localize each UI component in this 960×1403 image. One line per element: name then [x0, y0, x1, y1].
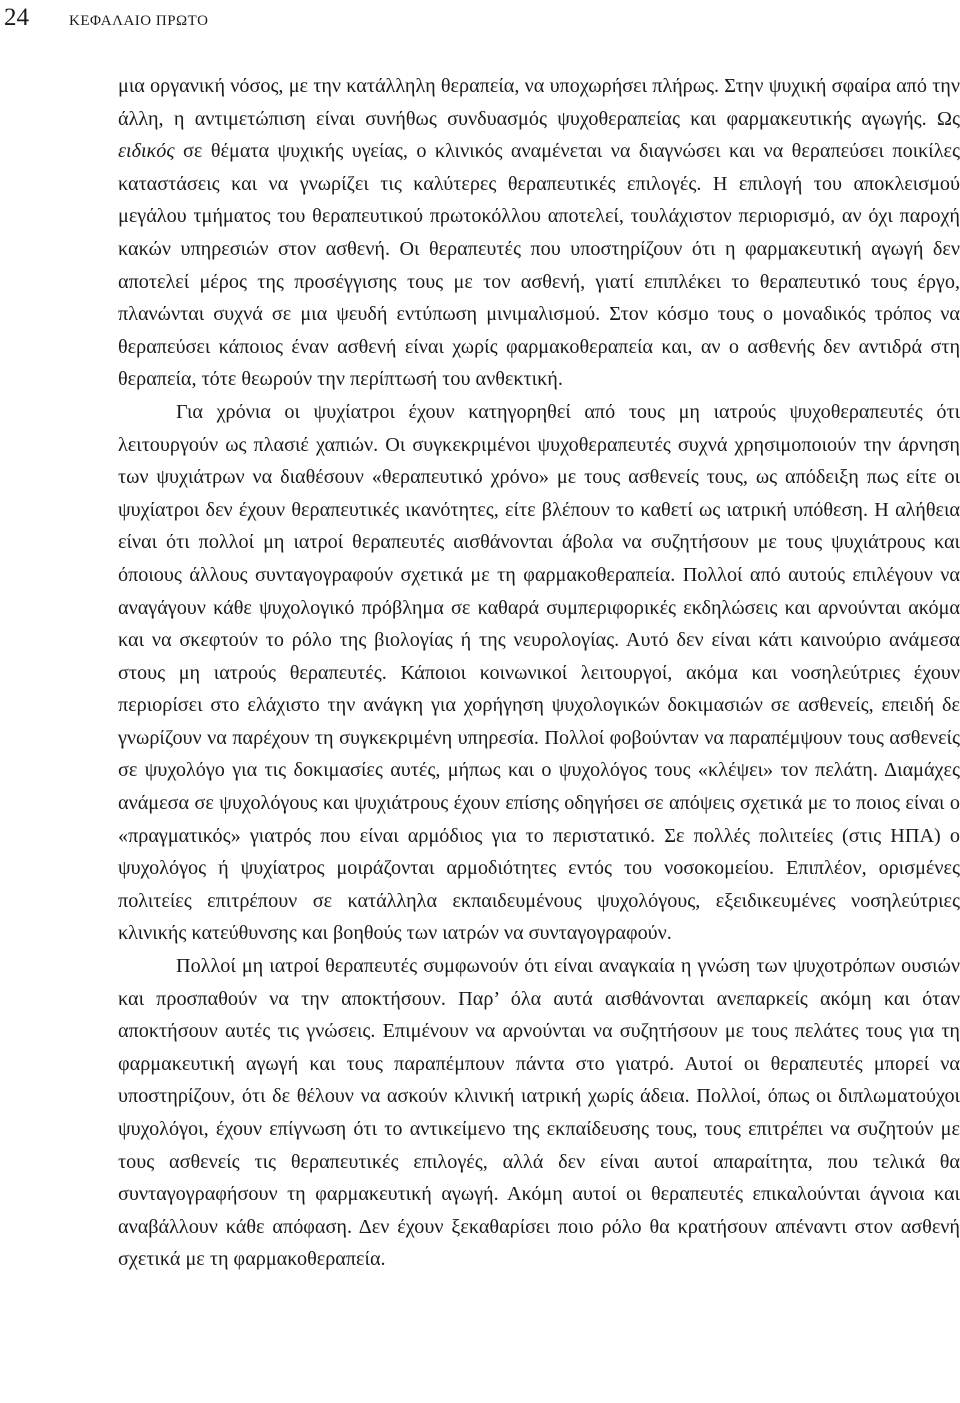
running-header [0, 4, 208, 34]
body-text [118, 70, 960, 1276]
paragraph-2: Για χρόνια οι ψυχίατροι έχουν κατηγορηθεί από τους μη ιατρούς ψυχοθεραπευτές ότι λειτουργούν ως πλασιέ χαπιών. Οι συγκεκριμένοι ψυχοθεραπευτές συχνά χρησιμοποιούν την άρνηση των ψυχιάτρων να διαθέσουν «θεραπευτικό χρόνο» με τους ασθενείς τους, ως απόδειξη πως είτε οι ψυχίατροι δεν έχουν θεραπευτικές ικανότητες, είτε βλέπουν το καθετί ως ιατρική υπόθεση. Η αλήθεια είναι ότι πολλοί μη ιατροί θεραπευτές αισθάνονται άβολα να συζητήσουν με τους ψυχιάτρους και όποιους άλλους συνταγογραφούν σχετικά με τη φαρμακοθεραπεία. Πολλοί από αυτούς επιλέγουν να αναγάγουν κάθε ψυχολογικό πρόβλημα σε καθαρά συμπεριφορικές εκδηλώσεις και αρνούνται ακόμα και να σκεφτούν το ρόλο της βιολογίας ή της νευρολογίας. Αυτό δεν είναι κάτι καινούριο ανάμεσα στους μη ιατρούς θεραπευτές. Κάποιοι κοινωνικοί λειτουργοί, ακόμα και νοσηλεύτριες έχουν περιορίσει στο ελάχιστο την ανάγκη για χορήγηση ψυχολογικών δοκιμασιών σε ασθενείς, επειδή δε γνωρίζουν να παρέχουν τη συγκεκριμένη υπηρεσία. Πολλοί φοβούνταν να παραπέμψουν τους ασθενείς σε ψυχολόγο για τις δοκιμασίες αυτές, μήπως και ο ψυχολόγος τους «κλέψει» τον πελάτη. Διαμάχες ανάμεσα σε ψυχολόγους και ψυχιάτρους έχουν επίσης οδηγήσει σε απόψεις σχετικά με το ποιος είναι ο «πραγματικός» γιατρός που είναι αρμόδιος για το περιστατικό. Σε πολλές πολιτείες (στις ΗΠΑ) ο ψυχολόγος ή ψυχίατρος μοιράζονται αρμοδιότητες εντός του νοσοκομείου. Επιπλέον, ορισμένες πολιτείες επιτρέπουν σε κατάλληλα εκπαιδευμένους ψυχολόγους, εξειδικευμένες νοσηλεύτριες κλινικής κατεύθυνσης και βοηθούς των ιατρών να συνταγογραφούν. [118, 400, 960, 945]
paragraph-1-part-2: σε θέματα ψυχικής υγείας, ο κλινικός αναμένεται να διαγνώσει και να θεραπεύσει ποικίλες καταστάσεις και να γνωρίζει τις καλύτερες θεραπευτικές επιλογές. Η επιλογή του αποκλεισμού μεγάλου τμήματος του θεραπευτικού πρωτοκόλλου αποτελεί, τουλάχιστον περιορισμό, αν όχι παροχή κακών υπηρεσιών στον ασθενή. Οι θεραπευτές που υποστηρίζουν ότι η φαρμακευτική αγωγή δεν αποτελεί μέρος της προσέγγισης τους με τον ασθενή, γιατί επιπλέκει το θεραπευτικό τους έργο, πλανώνται συχνά σε μια ψευδή εντύπωση μινιμαλισμού. Στον κόσμο τους ο μοναδικός τρόπος να θεραπεύσει κάποιος έναν ασθενή είναι χωρίς φαρμακοθεραπεία και, αν ο ασθενής δεν αντιδρά στη θεραπεία, τότε θεωρούν την περίπτωσή του ανθεκτική. [118, 140, 960, 391]
paragraph-1 [118, 70, 960, 396]
chapter-title: ΚΕΦΑΛΑΙΟ ΠΡΩΤΟ [69, 13, 209, 29]
page-number: 24 [4, 4, 29, 31]
paragraph-1-part-1: μια οργανική νόσος, με την κατάλληλη θεραπεία, να υποχωρήσει πλήρως. Στην ψυχική σφαίρα από την άλλη, η αντιμετώπιση είναι συνήθως συνδυασμός ψυχοθεραπείας και φαρμακευτικής αγωγής. Ως [118, 75, 960, 130]
paragraph-3: Πολλοί μη ιατροί θεραπευτές συμφωνούν ότι είναι αναγκαία η γνώση των ψυχοτρόπων ουσιών και προσπαθούν να την αποκτήσουν. Παρ’ όλα αυτά αισθάνονται ανεπαρκείς ακόμη και όταν αποκτήσουν αυτές τις γνώσεις. Επιμένουν να αρνούνται να συζητήσουν με τους πελάτες τους για τη φαρμακευτική αγωγή και τους παραπέμπουν πάντα στο γιατρό. Αυτοί οι θεραπευτές μπορεί να υποστηρίζουν, ότι δε θέλουν να ασκούν κλινική ιατρική χωρίς άδεια. Πολλοί, όπως οι διπλωματούχοι ψυχολόγοι, έχουν επίγνωση ότι το αντικείμενο της εκπαίδευσης τους, τους επιτρέπει να συζητούν με τους ασθενείς τις θεραπευτικές επιλογές, αλλά δεν είναι αυτοί απαραίτητα, που τελικά θα συνταγογραφήσουν τη φαρμακευτική αγωγή. Ακόμη αυτοί οι θεραπευτές επικαλούνται άγνοια και αναβάλλουν κάθε απόφαση. Δεν έχουν ξεκαθαρίσει ποιο ρόλο θα κρατήσουν απέναντι στον ασθενή σχετικά με τη φαρμακοθεραπεία. [118, 955, 960, 1271]
emphasized-word: ειδικός [118, 140, 175, 163]
